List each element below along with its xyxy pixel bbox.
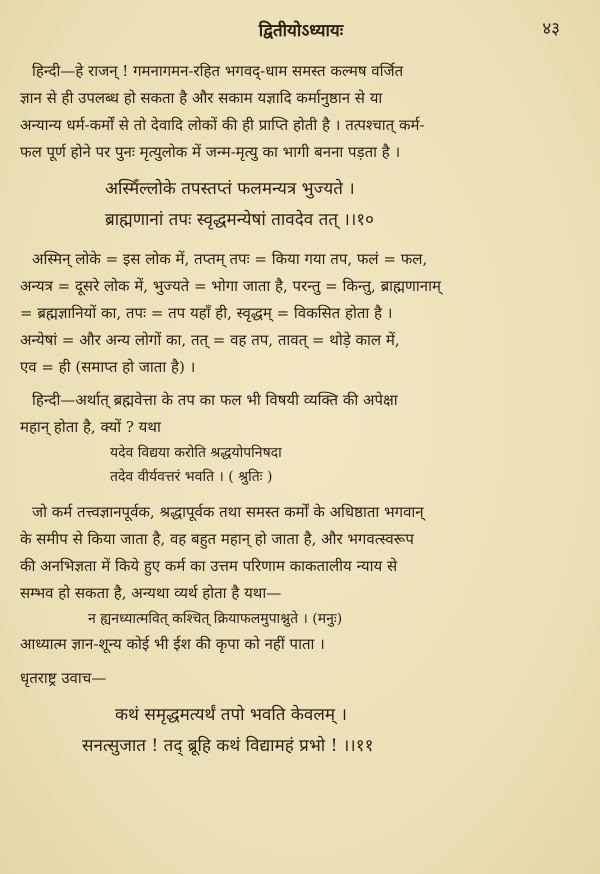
shruti-quote — [20, 441, 582, 489]
shloka-line: अस्मिँल्लोके तपस्तप्तं फलमन्यत्र भुज्यते । — [105, 179, 355, 199]
text-line: हिन्दी—हे राजन् ! गमनागमन-रहित भगवद्-धाम समस्त कल्मष वर्जित — [32, 62, 404, 80]
text-line: अन्येषां = और अन्य लोगों का, तत् = वह तप, तावत् = थोड़े काल में, — [20, 331, 400, 349]
shloka-line: ब्राह्मणानां तपः स्वृद्धमन्येषां तावदेव तत् ।।१० — [105, 210, 374, 230]
text-line: ज्ञान से ही उपलब्ध हो सकता है और सकाम यज्ञादि कर्मानुष्ठान से या — [20, 89, 383, 107]
quote-line: न ह्यनध्यात्मवित् कश्चित् क्रियाफलमुपाश्नुते । (मनुः) — [88, 611, 343, 627]
shloka-line: सनत्सुजात ! तद् ब्रूहि कथं विद्यामहं प्रभो ! ।।११ — [82, 736, 374, 756]
shloka-line: कथं समृद्धमत्यर्थं तपो भवति केवलम् । — [115, 705, 347, 725]
shloka-10 — [20, 174, 582, 236]
text-line: हिन्दी—अर्थात् ब्रह्मवेत्ता के तप का फल भी विषयी व्यक्ति की अपेक्षा — [32, 391, 398, 409]
text-line: सम्भव हो सकता है, अन्यथा व्यर्थ होता है यथा— — [20, 584, 282, 602]
page-header — [20, 0, 582, 58]
text-line: अन्यान्य धर्म-कर्मों से तो देवादि लोकों की ही प्राप्ति होती है । तत्पश्चात् कर्म- — [20, 116, 425, 134]
text-line: फल पूर्ण होने पर पुनः मृत्युलोक में जन्म-मृत्यु का भागी बनना पड़ता है । — [20, 143, 401, 161]
manu-quote — [20, 607, 582, 631]
text-line: एव = ही (समाप्त हो जाता है) । — [20, 358, 196, 376]
text-line: अस्मिन् लोके = इस लोक में, तप्तम् तपः = किया गया तप, फलं = फल, — [32, 250, 428, 268]
speaker-label: धृतराष्ट्र उवाच— — [20, 669, 107, 687]
quote-line: यदेव विद्यया करोति श्रद्धयोपनिषदा — [110, 445, 282, 461]
text-line: = ब्रह्मज्ञानियों का, तपः = तप यहाँ ही, स्वृद्धम् = विकसित होता है । — [20, 304, 393, 322]
text-line: की अनभिज्ञता में किये हुए कर्म का उत्तम परिणाम काकतालीय न्याय से — [20, 557, 398, 575]
shloka-11 — [20, 700, 582, 762]
text-line: जो कर्म तत्त्वज्ञानपूर्वक, श्रद्धापूर्वक तथा समस्त कर्मों के अधिष्ठाता भगवान् — [32, 503, 424, 521]
hindi-commentary-1 — [20, 58, 582, 166]
word-meaning-10 — [20, 246, 582, 381]
hindi-commentary-3 — [20, 499, 582, 607]
text-line: अन्यत्र = दूसरे लोक में, भुज्यते = भोगा जाता है, परन्तु = किन्तु, ब्राह्मणानाम् — [20, 277, 441, 295]
hindi-commentary-4 — [20, 631, 582, 658]
hindi-commentary-2 — [20, 387, 582, 441]
text-line: आध्यात्म ज्ञान-शून्य कोई भी ईश की कृपा को नहीं पाता । — [20, 635, 325, 653]
text-line: के समीप से किया जाता है, वह बहुत महान् हो जाता है, और भगवत्स्वरूप — [20, 530, 414, 548]
text-line: महान् होता है, क्यों ? यथा — [20, 418, 161, 436]
quote-line: तदेव वीर्यवत्तरं भवति । ( श्रुतिः ) — [110, 469, 273, 485]
page-number: ४३ — [542, 19, 560, 39]
running-title: द्वितीयोऽध्यायः — [258, 21, 344, 41]
